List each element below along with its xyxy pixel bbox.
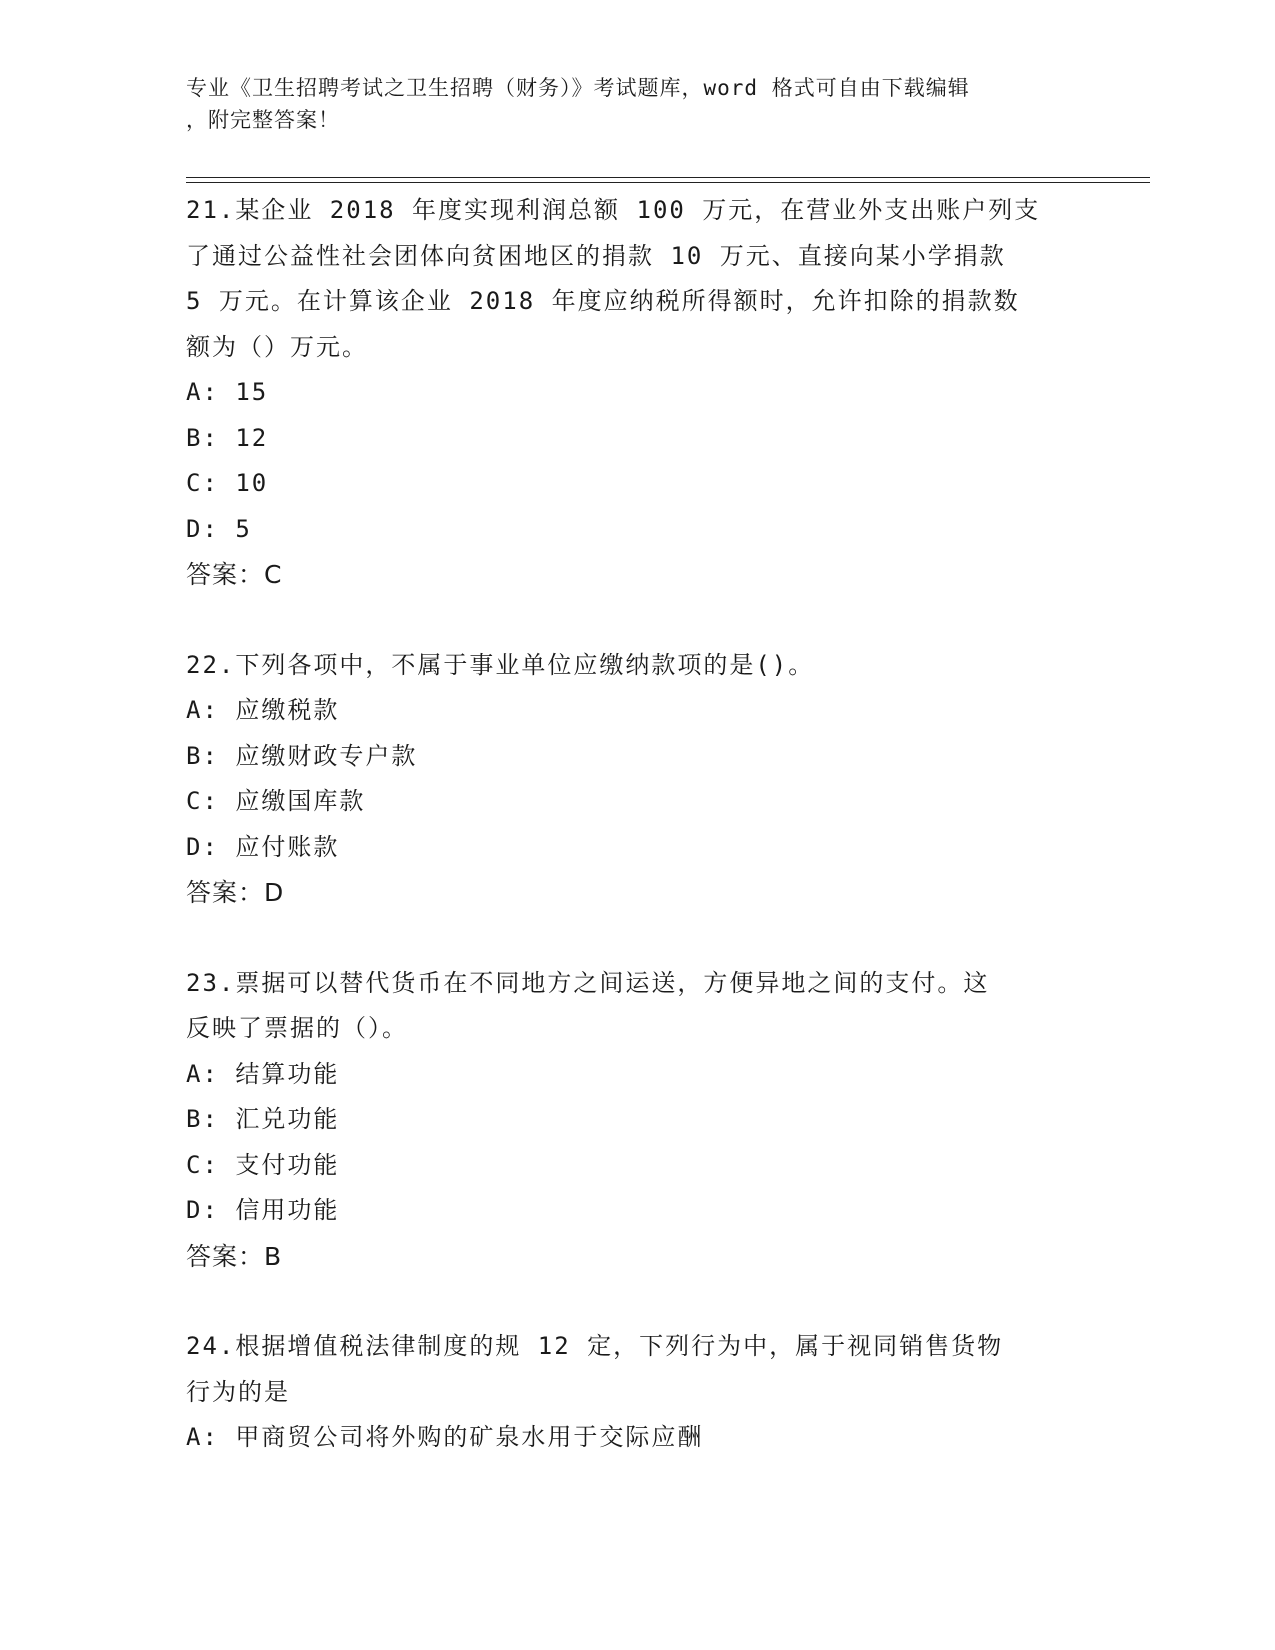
header-line-1: 专业《卫生招聘考试之卫生招聘（财务）》考试题库，word 格式可自由下载编辑 (186, 76, 970, 100)
stem-line: 24.根据增值税法律制度的规 12 定，下列行为中，属于视同销售货物 (186, 1332, 1004, 1360)
stem-line: 5 万元。在计算该企业 2018 年度应纳税所得额时，允许扣除的捐款数 (186, 287, 1020, 315)
stem-line: 额为（）万元。 (186, 332, 368, 361)
question-stem (186, 188, 1086, 370)
question-stem (186, 1324, 1086, 1415)
spacer (186, 598, 1086, 643)
spacer (186, 916, 1086, 961)
stem-line: 行为的是 (186, 1377, 290, 1406)
option-d: D: 应付账款 (186, 832, 340, 861)
option-d: D: 5 (186, 514, 252, 543)
question-22 (186, 643, 1086, 916)
answer-line: 答案：B (186, 1241, 283, 1271)
header-divider-top (186, 177, 1150, 178)
option-b: B: 12 (186, 423, 269, 452)
spacer (186, 1279, 1086, 1324)
option-a: A: 应缴税款 (186, 696, 340, 724)
option-a: A: 甲商贸公司将外购的矿泉水用于交际应酬 (186, 1423, 704, 1451)
question-stem (186, 961, 1086, 1052)
header-divider-bottom (186, 182, 1150, 183)
document-header (186, 72, 1066, 136)
option-d: D: 信用功能 (186, 1196, 340, 1224)
option-c: C: 支付功能 (186, 1150, 340, 1179)
header-line-2: ，附完整答案！ (186, 108, 340, 132)
option-a: A: 结算功能 (186, 1059, 340, 1088)
option-c: C: 应缴国库款 (186, 787, 366, 815)
stem-line: 22.下列各项中，不属于事业单位应缴纳款项的是()。 (186, 650, 815, 679)
question-21 (186, 188, 1086, 598)
option-b: B: 汇兑功能 (186, 1105, 340, 1133)
option-c: C: 10 (186, 469, 269, 497)
stem-line: 反映了票据的（）。 (186, 1014, 408, 1042)
option-a: A: 15 (186, 378, 269, 406)
option-b: B: 应缴财政专户款 (186, 741, 418, 770)
answer-line: 答案：D (186, 878, 285, 907)
answer-line: 答案：C (186, 560, 283, 589)
question-stem (186, 643, 1086, 689)
stem-line: 23.票据可以替代货币在不同地方之间运送，方便异地之间的支付。这 (186, 968, 990, 997)
question-23 (186, 961, 1086, 1280)
question-24 (186, 1324, 1086, 1461)
stem-line: 21.某企业 2018 年度实现利润总额 100 万元，在营业外支出账户列支 (186, 196, 1041, 224)
question-list (186, 188, 1086, 1461)
stem-line: 了通过公益性社会团体向贫困地区的捐款 10 万元、直接向某小学捐款 (186, 241, 1006, 270)
